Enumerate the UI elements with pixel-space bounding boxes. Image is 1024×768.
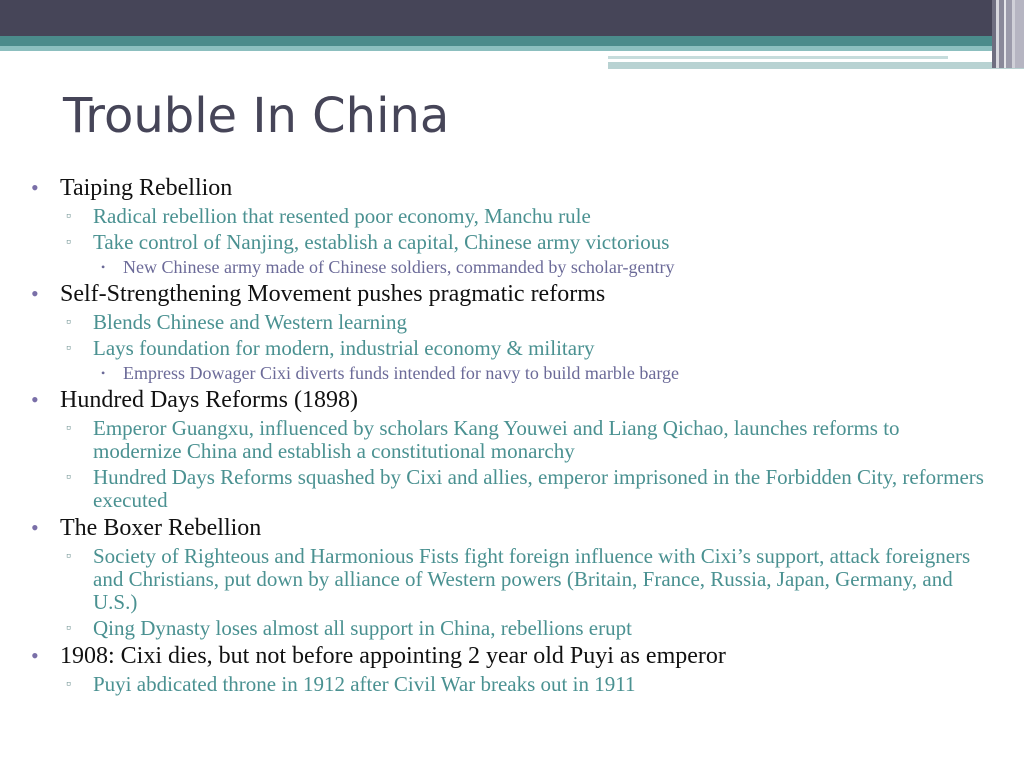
list-item-text: Emperor Guangxu, influenced by scholars Kang Youwei and Liang Qichao, launches reforms to modernize China and establish a constitutional monarchy (93, 416, 900, 463)
bullet-square-icon: ▫ (66, 235, 71, 250)
list-item (0, 673, 1024, 696)
header-dark-band (0, 0, 1024, 36)
list-item (0, 617, 1024, 640)
bullet-square-icon: ▫ (66, 470, 71, 485)
list-item-text: Hundred Days Reforms (1898) (60, 387, 358, 413)
bullet-list (0, 172, 1024, 696)
header-stripes (992, 0, 1024, 68)
list-item-text: Society of Righteous and Harmonious Fists fight foreign influence with Cixi’s support, attack foreigners and Christians, put down by alliance of Western powers (Britain, France, Russia, Japan, Germany, and U.S.) (93, 544, 971, 614)
list-item-text: New Chinese army made of Chinese soldiers, commanded by scholar-gentry (123, 257, 675, 277)
list-item (0, 256, 1024, 278)
bullet-dot-icon: • (31, 281, 39, 306)
list-item-text: Hundred Days Reforms squashed by Cixi and allies, emperor imprisoned in the Forbidden City, reformers executed (93, 465, 984, 512)
list-item (0, 174, 1024, 202)
header-light-teal-band (0, 46, 1024, 51)
list-item-text: Empress Dowager Cixi diverts funds intended for navy to build marble barge (123, 363, 680, 383)
list-item (0, 514, 1024, 542)
bullet-small-dot-icon: • (101, 260, 106, 274)
list-item-text: The Boxer Rebellion (60, 515, 262, 541)
header-accent-line (608, 56, 948, 59)
header-teal-band (0, 36, 1024, 46)
list-item-text: Blends Chinese and Western learning (93, 310, 408, 334)
slide-title: Trouble In China (63, 88, 450, 144)
list-item-text: Taiping Rebellion (60, 175, 233, 201)
list-item (0, 205, 1024, 228)
list-item (0, 545, 1024, 614)
list-item (0, 417, 1024, 463)
bullet-square-icon: ▫ (66, 621, 71, 636)
list-item-text: Puyi abdicated throne in 1912 after Civil War breaks out in 1911 (93, 672, 636, 696)
list-item-text: Qing Dynasty loses almost all support in China, rebellions erupt (93, 616, 632, 640)
bullet-dot-icon: • (31, 643, 39, 668)
bullet-square-icon: ▫ (66, 209, 71, 224)
list-item (0, 337, 1024, 360)
list-item (0, 280, 1024, 308)
bullet-dot-icon: • (31, 387, 39, 412)
bullet-square-icon: ▫ (66, 549, 71, 564)
bullet-square-icon: ▫ (66, 677, 71, 692)
header-accent-line (608, 62, 1024, 69)
list-item-text: Self-Strengthening Movement pushes pragmatic reforms (60, 281, 606, 307)
bullet-square-icon: ▫ (66, 315, 71, 330)
list-item (0, 311, 1024, 334)
list-item (0, 386, 1024, 414)
list-item (0, 642, 1024, 670)
bullet-square-icon: ▫ (66, 341, 71, 356)
bullet-dot-icon: • (31, 515, 39, 540)
bullet-dot-icon: • (31, 175, 39, 200)
list-item (0, 362, 1024, 384)
list-item (0, 466, 1024, 512)
bullet-small-dot-icon: • (101, 366, 106, 380)
list-item (0, 231, 1024, 254)
list-item-text: Lays foundation for modern, industrial economy & military (93, 336, 595, 360)
list-item-text: 1908: Cixi dies, but not before appointing 2 year old Puyi as emperor (60, 643, 726, 669)
bullet-square-icon: ▫ (66, 421, 71, 436)
list-item-text: Take control of Nanjing, establish a capital, Chinese army victorious (93, 230, 670, 254)
list-item-text: Radical rebellion that resented poor economy, Manchu rule (93, 204, 591, 228)
